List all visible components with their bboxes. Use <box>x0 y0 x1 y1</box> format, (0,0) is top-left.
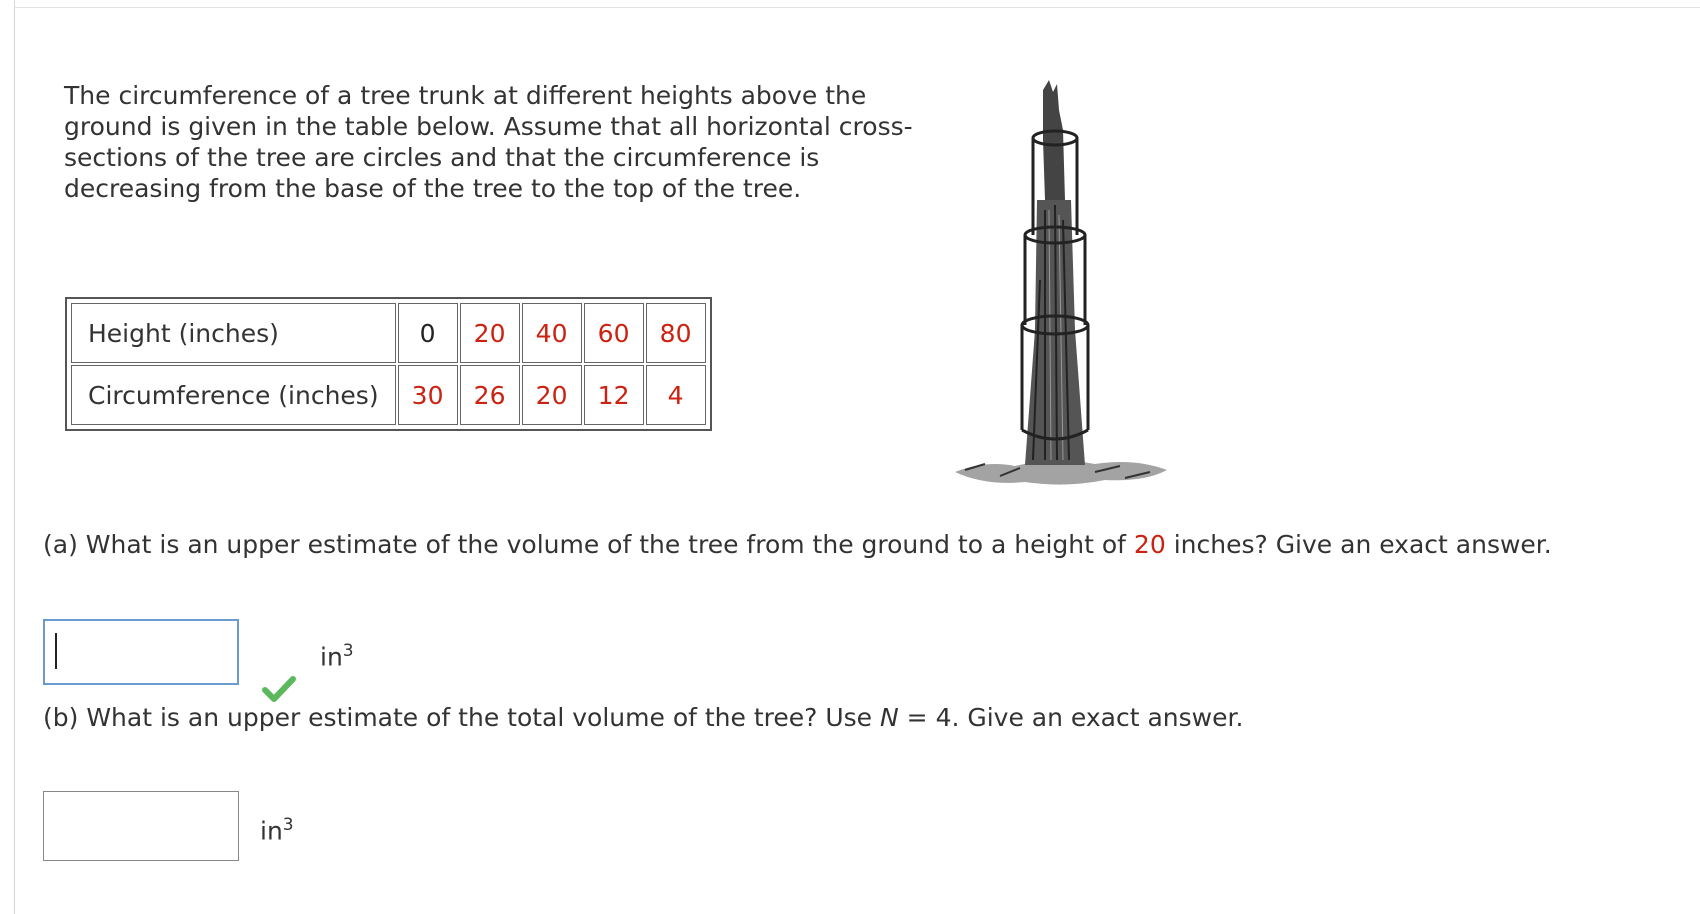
unit-a-exp: 3 <box>342 641 354 661</box>
tree-trunk-illustration <box>945 80 1175 505</box>
height-value: 80 <box>646 303 706 363</box>
question-b-equals: = 4. Give an exact answer. <box>906 703 1244 732</box>
table-row-height <box>71 303 706 363</box>
circumference-label: Circumference (inches) <box>71 365 396 425</box>
text-caret <box>55 633 57 669</box>
answer-a-input[interactable] <box>43 619 239 685</box>
frame-top-border <box>14 7 1700 8</box>
data-table <box>65 297 712 431</box>
unit-b-base: in <box>260 816 283 846</box>
table-row-circumference <box>71 365 706 425</box>
question-a <box>43 530 1552 559</box>
question-b-prefix: (b) What is an upper estimate of the total volume of the tree? Use <box>43 703 873 732</box>
problem-intro: The circumference of a tree trunk at different heights above the ground is given in the table below. Assume that all horizontal cross-sections of the tree are circles and that the circumference is decreasing from the base of the tree to the top of the tree. <box>64 81 913 203</box>
height-value: 60 <box>584 303 644 363</box>
unit-a-base: in <box>320 642 343 672</box>
height-label: Height (inches) <box>71 303 396 363</box>
question-b-var: N <box>880 703 899 732</box>
circumference-value: 30 <box>398 365 458 425</box>
unit-b <box>260 815 294 845</box>
circumference-value: 4 <box>646 365 706 425</box>
answer-b-input[interactable] <box>43 791 239 861</box>
circumference-value: 26 <box>460 365 520 425</box>
checkmark-icon <box>262 675 296 703</box>
circumference-value: 20 <box>522 365 582 425</box>
unit-a <box>320 641 354 671</box>
unit-b-exp: 3 <box>282 815 294 835</box>
height-value: 0 <box>398 303 458 363</box>
question-a-height: 20 <box>1133 530 1166 559</box>
height-value: 20 <box>460 303 520 363</box>
question-a-prefix: (a) What is an upper estimate of the volume of the tree from the ground to a height of <box>43 530 1126 559</box>
circumference-value: 12 <box>584 365 644 425</box>
height-value: 40 <box>522 303 582 363</box>
question-a-suffix: inches? Give an exact answer. <box>1173 530 1552 559</box>
frame-left-border <box>14 0 15 914</box>
question-b <box>43 703 1243 732</box>
